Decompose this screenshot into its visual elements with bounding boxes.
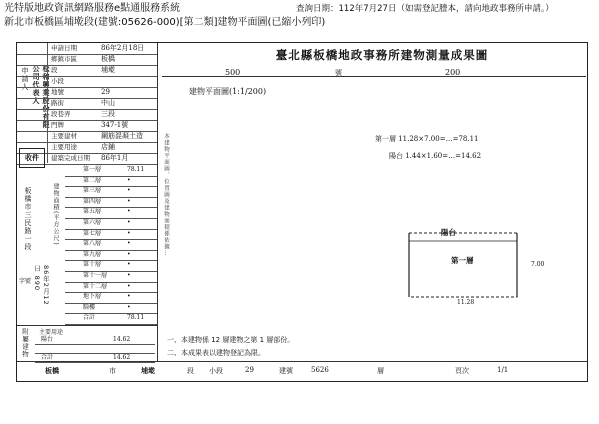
floor-name: 第五層 [83, 208, 102, 216]
floor-name: 第二層 [83, 176, 102, 184]
floor1-label: 第一層 [451, 256, 474, 265]
field-value: 板橋 [101, 55, 115, 63]
date-label: 申請日期 [51, 44, 77, 52]
header-left [4, 2, 325, 30]
bottom-build-label: 建號 [279, 367, 293, 375]
floor-area: • [127, 187, 131, 195]
floor-area: • [127, 303, 131, 311]
field-label: 門牌 [51, 121, 64, 129]
applicant-label: 申請人 [21, 67, 29, 91]
floor-name: 騎樓 [83, 303, 96, 311]
ancillary-label: 附屬建物 [21, 328, 29, 358]
floor-area: • [127, 250, 131, 258]
plan-title: 建物平面圖(1:1/200) [189, 87, 267, 96]
floor-area: • [127, 240, 131, 248]
floor-name: 第八層 [83, 240, 102, 248]
dim-bottom: 11.28 [457, 299, 475, 306]
ancillary-name: 合計 [41, 354, 54, 361]
floor-name: 第四層 [83, 197, 102, 205]
field-label: 建築完成日期 [51, 154, 90, 162]
receipt-label: 字號 [19, 278, 32, 285]
bottom-section: 埔墘 [141, 367, 155, 375]
floor-area: • [127, 208, 131, 216]
field-value: 店鋪 [101, 143, 115, 151]
field-value: 鋼筋混凝土造 [101, 132, 143, 140]
floor-name: 第三層 [83, 187, 102, 195]
query-date: 查詢日期：112年7月27日（如需登記謄本，請向地政事務所申請。） [296, 4, 554, 14]
floor-area: • [127, 293, 131, 301]
floor-name: 第十一層 [83, 272, 108, 279]
plan-caption: 新北市板橋區埔墘段(建號:05626-000)[第二類]建物平面圖(已縮小列印) [4, 17, 326, 28]
area-calc-2: 陽台 1.44×1.60=…=14.62 [389, 152, 482, 160]
bottom-city-label: 市 [109, 367, 116, 375]
bottom-build-no: 5626 [311, 366, 329, 374]
side-note-vertical: 本建物平面圖、位置圖及建物面積係依據… [163, 133, 169, 257]
bottom-page-value: 1/1 [497, 366, 509, 374]
field-label: 主要建材 [51, 132, 77, 140]
ancillary-area: 14.62 [113, 336, 131, 343]
build-no-left: 500 [225, 68, 241, 77]
bottom-subsection-label: 小段 [209, 367, 223, 375]
floors-side-label: 板橋市三民路一段 [24, 187, 32, 251]
floor-name: 第六層 [83, 219, 102, 226]
floor-area: 78.11 [127, 314, 145, 322]
ancillary-name: 陽台 [41, 336, 54, 343]
bottom-bar [17, 361, 587, 382]
field-label: 路街 [51, 99, 64, 107]
ancillary-header: 主要用途 [39, 329, 64, 336]
field-value: 86年1月 [101, 154, 129, 162]
floor-area: • [127, 219, 131, 226]
floor-row [65, 313, 157, 325]
receipt-date: 86年2月12日 890 [33, 265, 50, 306]
area-calc-1: 第一層 11.28×7.00=…=78.11 [375, 135, 479, 143]
note-2: 二、本成果表以建物登記為限。 [167, 349, 265, 357]
floor-area: • [127, 261, 131, 269]
left-info-panel [17, 43, 158, 325]
floor-area: • [127, 229, 131, 237]
floor-name: 地下層 [83, 293, 102, 301]
bottom-page-label: 頁次 [455, 367, 469, 375]
note-1: 一、本建物係 12 層建物之第 1 層部份。 [167, 336, 295, 344]
bottom-floor-label: 層 [377, 367, 384, 375]
field-label: 段巷弄 [51, 110, 71, 118]
floor-name: 合計 [83, 314, 96, 322]
floor-area: • [127, 272, 131, 279]
field-label: 鄉鎮市區 [51, 55, 77, 63]
floor-area: • [127, 176, 131, 184]
applicant-name: 松和興業股份有限公司代表人 [32, 65, 50, 129]
field-value: 29 [101, 88, 110, 96]
floor-name: 第一層 [83, 166, 102, 173]
floor-name: 第十二層 [83, 282, 108, 290]
bottom-land-no: 29 [245, 366, 254, 374]
build-no-right: 200 [445, 68, 461, 77]
field-label: 地號 [51, 88, 64, 96]
bottom-section-label: 段 [187, 367, 194, 375]
bottom-city: 板橋 [45, 367, 59, 375]
dim-right: 7.00 [531, 261, 545, 268]
field-label: 段 [51, 66, 58, 74]
floor-area: • [127, 197, 131, 205]
floor-area: • [127, 282, 131, 290]
document-title: 臺北縣板橋地政事務所建物測量成果圖 [275, 48, 489, 62]
field-label: 主要用途 [51, 143, 77, 151]
floor-area: 78.11 [127, 166, 145, 173]
build-no-label: 號 [335, 69, 342, 77]
field-label: 小段 [51, 77, 64, 85]
field-value: 三段 [101, 110, 115, 118]
seal: 收件 [19, 148, 45, 168]
floor-plan-drawing [401, 227, 527, 337]
system-title: 光特版地政資訊網路服務e點通服務系統 [4, 3, 181, 14]
date-value: 86年2月18日 [101, 44, 145, 52]
field-value: 埔墘 [101, 66, 115, 74]
field-value: 中山 [101, 99, 115, 107]
floor-name: 第十層 [83, 261, 102, 269]
floor-name: 第九層 [83, 250, 102, 258]
field-value: 347-1號 [101, 121, 129, 129]
floor-name: 第七層 [83, 229, 102, 237]
floors-area-label: 建物面積(平方公尺) [52, 183, 59, 246]
balcony-label: 陽台 [441, 228, 456, 237]
ancillary-table [17, 325, 158, 362]
ancillary-area: 14.62 [113, 354, 131, 361]
survey-document [16, 42, 588, 382]
build-no-rule [162, 76, 586, 77]
